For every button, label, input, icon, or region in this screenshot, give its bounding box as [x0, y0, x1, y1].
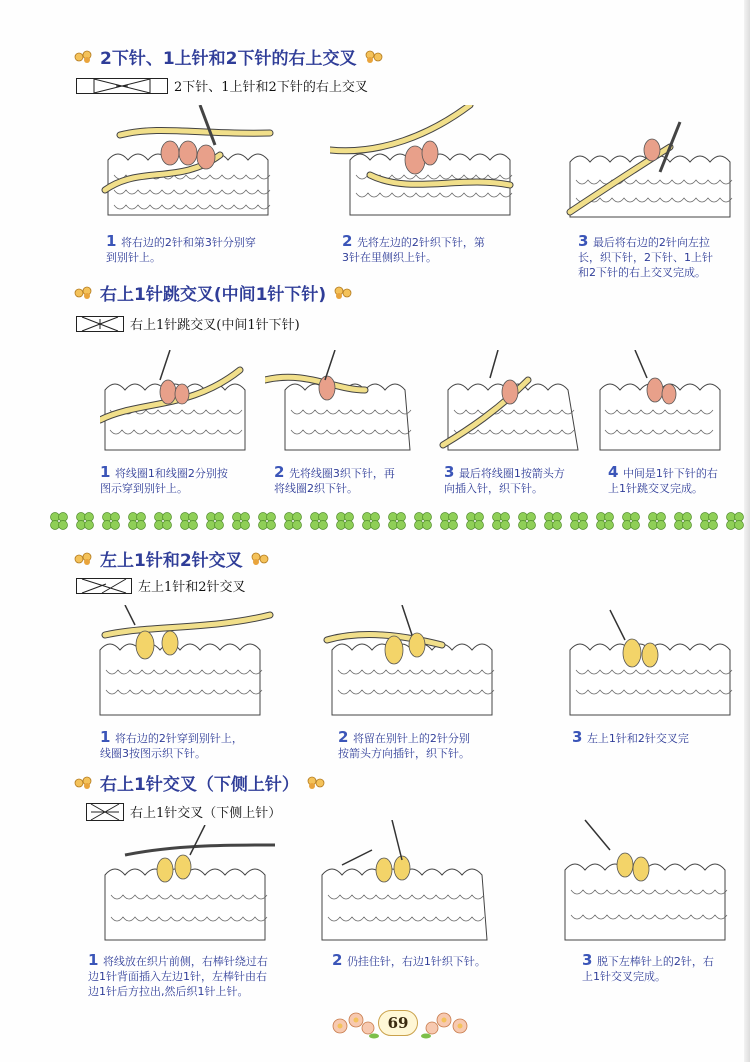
- step-number: 2: [332, 951, 343, 969]
- step-illustration: [322, 605, 507, 720]
- flower-ornament-icon: [305, 776, 325, 790]
- caption-line: 线圈3按图示织下针。: [100, 747, 206, 760]
- page-number: 69: [378, 1010, 418, 1036]
- caption-line: 上1针跳交叉完成。: [608, 482, 703, 495]
- symbol-row-4: [86, 802, 281, 821]
- step-number: 1: [100, 728, 111, 746]
- step-number: 3: [444, 463, 455, 481]
- step-number: 1: [100, 463, 111, 481]
- step-illustration: [560, 112, 740, 222]
- caption-line: 将右边的2针穿到别针上，: [114, 732, 243, 745]
- caption-line: 边1针后方拉出,然后织1针上针。: [88, 985, 249, 998]
- flower-ornament-icon: [74, 552, 94, 566]
- step-illustration: [330, 105, 515, 225]
- step-number: 1: [106, 232, 117, 250]
- caption-line: 左上1针和2针交叉完: [586, 732, 689, 745]
- caption-line: 边1针背面插入左边1针，左棒针由右: [88, 970, 267, 983]
- step-caption: [332, 953, 532, 969]
- step-caption: [342, 234, 542, 265]
- step-caption: [100, 465, 260, 496]
- caption-line: 长，织下针，2下针、1上针: [578, 251, 713, 264]
- step-caption: [578, 234, 748, 280]
- flower-ornament-icon: [74, 286, 94, 300]
- step-illustration: [595, 350, 730, 460]
- symbol-label: 右上1针交叉（下侧上针）: [130, 806, 282, 821]
- step-number: 3: [572, 728, 583, 746]
- caption-line: 中间是1针下针的右: [622, 467, 718, 480]
- step-illustration: [438, 350, 583, 460]
- step-caption: [100, 730, 320, 761]
- caption-line: 最后将线圈1按箭头方: [458, 467, 565, 480]
- knit-chart-symbol: [76, 578, 132, 594]
- caption-line: 先将左边的2针织下针，第: [356, 236, 485, 249]
- caption-line: 最后将右边的2针向左拉: [592, 236, 710, 249]
- caption-line: 按箭头方向插针，织下针。: [338, 747, 470, 760]
- step-caption: [572, 730, 742, 746]
- step-illustration: [95, 825, 280, 945]
- caption-line: 将留在别针上的2针分别: [352, 732, 470, 745]
- caption-line: 和2下针的右上交叉完成。: [578, 266, 706, 279]
- step-caption: [274, 465, 434, 496]
- caption-line: 向插入针，织下针。: [444, 482, 543, 495]
- symbol-label: 右上1针跳交叉(中间1针下针): [130, 318, 300, 333]
- section-title-text: 左上1针和2针交叉: [100, 551, 243, 571]
- caption-line: 将线放在织片前侧，右棒针绕过右: [102, 955, 268, 968]
- step-caption: [338, 730, 548, 761]
- step-illustration: [555, 815, 740, 945]
- step-illustration: [90, 605, 275, 720]
- flower-ornament-icon: [363, 50, 383, 64]
- step-number: 3: [582, 951, 593, 969]
- caption-line: 到别针上。: [106, 251, 161, 264]
- section-title-1: [74, 44, 383, 69]
- symbol-label: 2下针、1上针和2下针的右上交叉: [174, 80, 368, 95]
- step-caption: [608, 465, 743, 496]
- caption-line: 将线圈2织下针。: [274, 482, 358, 495]
- section-title-text: 右上1针跳交叉(中间1针下针): [100, 285, 327, 305]
- step-illustration: [100, 350, 250, 460]
- step-caption: [106, 234, 326, 265]
- flower-ornament-icon: [332, 286, 352, 300]
- step-illustration: [100, 105, 285, 225]
- knit-chart-symbol: [76, 316, 124, 332]
- clover-divider: [48, 510, 748, 532]
- step-number: 2: [274, 463, 285, 481]
- step-caption: [444, 465, 594, 496]
- clover-icon-row: [48, 510, 748, 532]
- flower-ornament-icon: [74, 50, 94, 64]
- step-illustration: [265, 350, 420, 460]
- symbol-row-2: [76, 314, 300, 333]
- step-number: 2: [338, 728, 349, 746]
- flower-ornament-icon: [74, 776, 94, 790]
- caption-line: 将线圈1和线圈2分别按: [114, 467, 228, 480]
- caption-line: 仍挂住针，右边1针织下针。: [346, 955, 486, 968]
- caption-line: 上1针交叉完成。: [582, 970, 666, 983]
- section-title-text: 右上1针交叉（下侧上针）: [100, 775, 299, 795]
- section-title-3: [74, 546, 269, 571]
- step-caption: [582, 953, 742, 984]
- caption-line: 3针在里侧织上针。: [342, 251, 437, 264]
- step-illustration: [312, 820, 502, 945]
- symbol-row-1: [76, 76, 368, 95]
- caption-line: 图示穿到别针上。: [100, 482, 188, 495]
- caption-line: 脱下左棒针上的2针，右: [596, 955, 714, 968]
- caption-line: 先将线圈3织下针，再: [288, 467, 395, 480]
- step-number: 1: [88, 951, 99, 969]
- step-number: 2: [342, 232, 353, 250]
- step-illustration: [560, 605, 740, 720]
- symbol-row-3: [76, 576, 246, 595]
- step-caption: [88, 953, 318, 999]
- caption-line: 将右边的2针和第3针分别穿: [120, 236, 256, 249]
- symbol-label: 左上1针和2针交叉: [138, 580, 246, 595]
- section-title-text: 2下针、1上针和2下针的右上交叉: [100, 49, 357, 69]
- section-title-2: [74, 280, 352, 305]
- step-number: 4: [608, 463, 619, 481]
- knit-chart-symbol: [76, 78, 168, 94]
- flower-ornament-icon: [249, 552, 269, 566]
- step-number: 3: [578, 232, 589, 250]
- section-title-4: [74, 770, 325, 795]
- page-number-ornament: [330, 1006, 470, 1042]
- knit-chart-symbol: [86, 803, 124, 821]
